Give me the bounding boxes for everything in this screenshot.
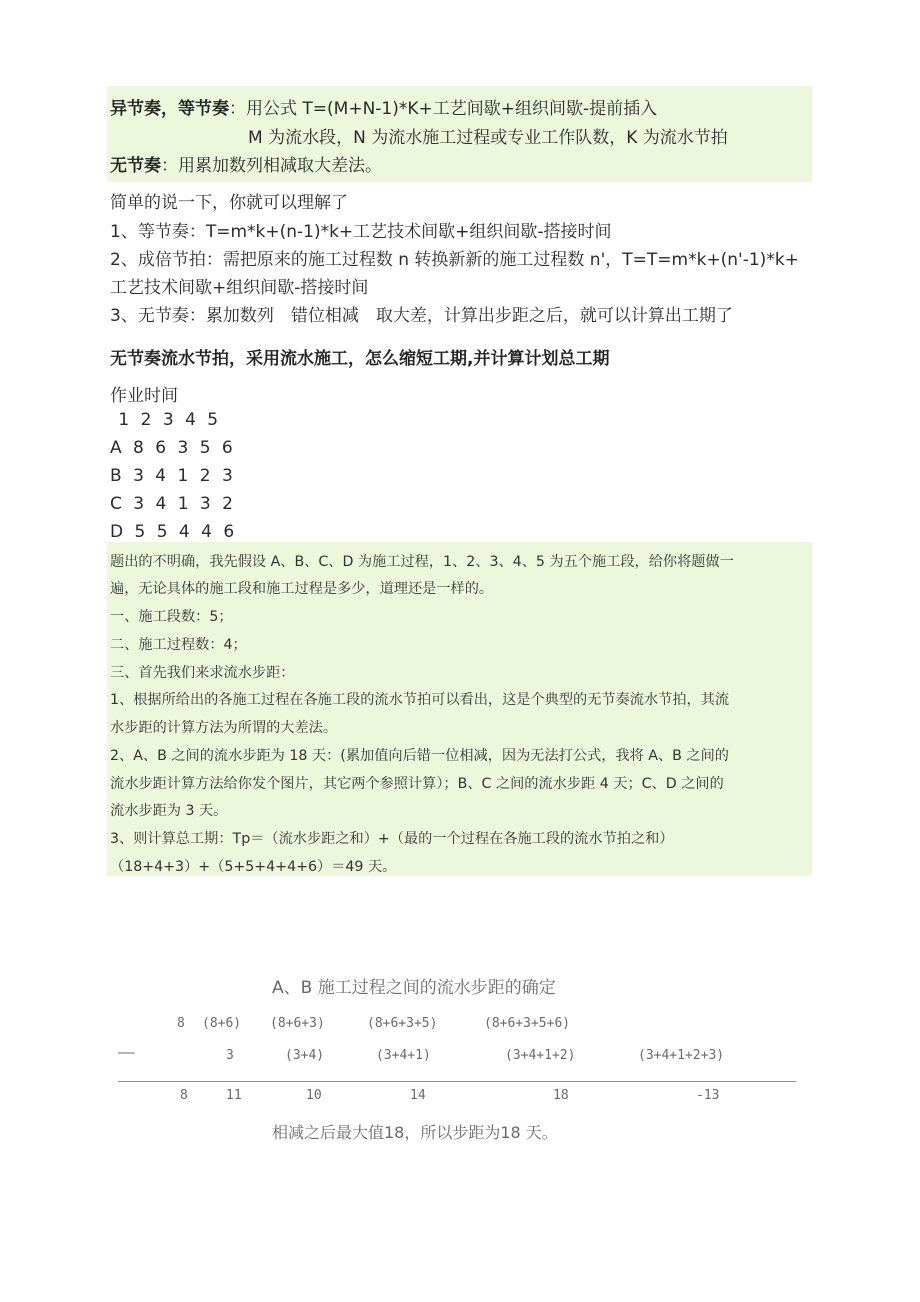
- table-row-d: D 5 5 4 4 6: [110, 522, 238, 542]
- fig-row3-4: 18: [553, 1088, 569, 1103]
- item-2a: 2、成倍节拍：需把原来的施工过程数 n 转换新新的施工过程数 n'，T=T=m*k+(n'-1)*k+: [110, 250, 799, 270]
- answer-p3: 二、施工过程数：4；: [110, 637, 247, 653]
- fig-row3-3: 14: [410, 1088, 426, 1103]
- answer-p7a: 3、则计算总工期：Tp＝（流水步距之和）+（最的一个过程在各施工段的流水节拍之和）: [110, 831, 674, 847]
- fig-row1-0: 8: [177, 1016, 185, 1031]
- item-2b: 工艺技术间歇+组织间歇-搭接时间: [110, 278, 369, 298]
- fig-row1-3: (8+6+3+5): [367, 1016, 438, 1031]
- answer-p2: 一、施工段数：5；: [110, 609, 233, 625]
- answer-p4: 三、首先我们来求流水步距：: [110, 665, 295, 681]
- table-row-a: A 8 6 3 5 6: [110, 438, 236, 458]
- formula-line-1: [110, 94, 657, 119]
- fig-row3-0: 8: [180, 1088, 188, 1103]
- answer-p1a: 题出的不明确，我先假设 A、B、C、D 为施工过程，1、2、3、4、5 为五个施工段，给你将题做一: [110, 554, 734, 570]
- formula-text-1: ：用公式 T=(M+N-1)*K+工艺间歇+组织间歇-提前插入: [229, 99, 658, 119]
- fig-row1-1: (8+6): [202, 1016, 242, 1031]
- item-3: 3、无节奏：累加数列 错位相减 取大差，计算出步距之后，就可以计算出工期了: [110, 306, 733, 326]
- figure-caption: 相减之后最大值18，所以步距为18 天。: [272, 1123, 558, 1142]
- fig-minus-sign: ——: [118, 1045, 135, 1061]
- table-row-c: C 3 4 1 3 2: [110, 494, 236, 514]
- answer-p6a: 2、A、B 之间的流水步距为 18 天：(累加值向后错一位相减，因为无法打公式，我将 A、B 之间的: [110, 748, 729, 764]
- answer-p7b: （18+4+3）+（5+5+4+4+6）＝49 天。: [110, 859, 397, 875]
- fig-row3-2: 10: [306, 1088, 322, 1103]
- fig-row2-0: 3: [226, 1048, 234, 1063]
- fig-subtraction-line: [118, 1081, 796, 1082]
- intro-text: 简单的说一下，你就可以理解了: [110, 193, 348, 213]
- figure-title: A、B 施工过程之间的流水步距的确定: [272, 978, 556, 998]
- formula-line-2: M 为流水段，N 为流水施工过程或专业工作队数，K 为流水节拍: [248, 128, 728, 148]
- question-title: 无节奏流水节拍，采用流水施工，怎么缩短工期,并计算计划总工期: [110, 349, 610, 369]
- fig-row2-1: (3+4): [285, 1048, 325, 1063]
- fig-row3-5: -13: [696, 1088, 720, 1103]
- answer-p5b: 水步距的计算方法为所谓的大差法。: [110, 720, 338, 736]
- fig-row2-3: (3+4+1+2): [505, 1048, 576, 1063]
- item-1: 1、等节奏：T=m*k+(n-1)*k+工艺技术间歇+组织间歇-搭接时间: [110, 222, 612, 242]
- label-no-rhythm: 无节奏: [110, 156, 161, 176]
- worktime-label: 作业时间: [110, 386, 178, 406]
- label-irregular-regular: 异节奏，等节奏: [110, 99, 229, 119]
- answer-p6c: 流水步距为 3 天。: [110, 803, 228, 819]
- formula-line-3: [110, 151, 382, 176]
- table-header-row: 1 2 3 4 5: [110, 410, 222, 430]
- fig-row1-4: (8+6+3+5+6): [484, 1016, 571, 1031]
- answer-p6b: 流水步距计算方法给你发个图片，其它两个参照计算）；B、C 之间的流水步距 4 天；C、D 之间的: [110, 776, 724, 792]
- fig-row2-4: (3+4+1+2+3): [638, 1048, 725, 1063]
- fig-row2-2: (3+4+1): [376, 1048, 431, 1063]
- formula-text-3: ：用累加数列相减取大差法。: [161, 156, 382, 176]
- fig-row3-1: 11: [226, 1088, 242, 1103]
- fig-row1-2: (8+6+3): [270, 1016, 325, 1031]
- table-row-b: B 3 4 1 2 3: [110, 466, 236, 486]
- answer-p5a: 1、根据所给出的各施工过程在各施工段的流水节拍可以看出，这是个典型的无节奏流水节拍，其流: [110, 692, 730, 708]
- answer-p1b: 遍，无论具体的施工段和施工过程是多少，道理还是一样的。: [110, 581, 494, 597]
